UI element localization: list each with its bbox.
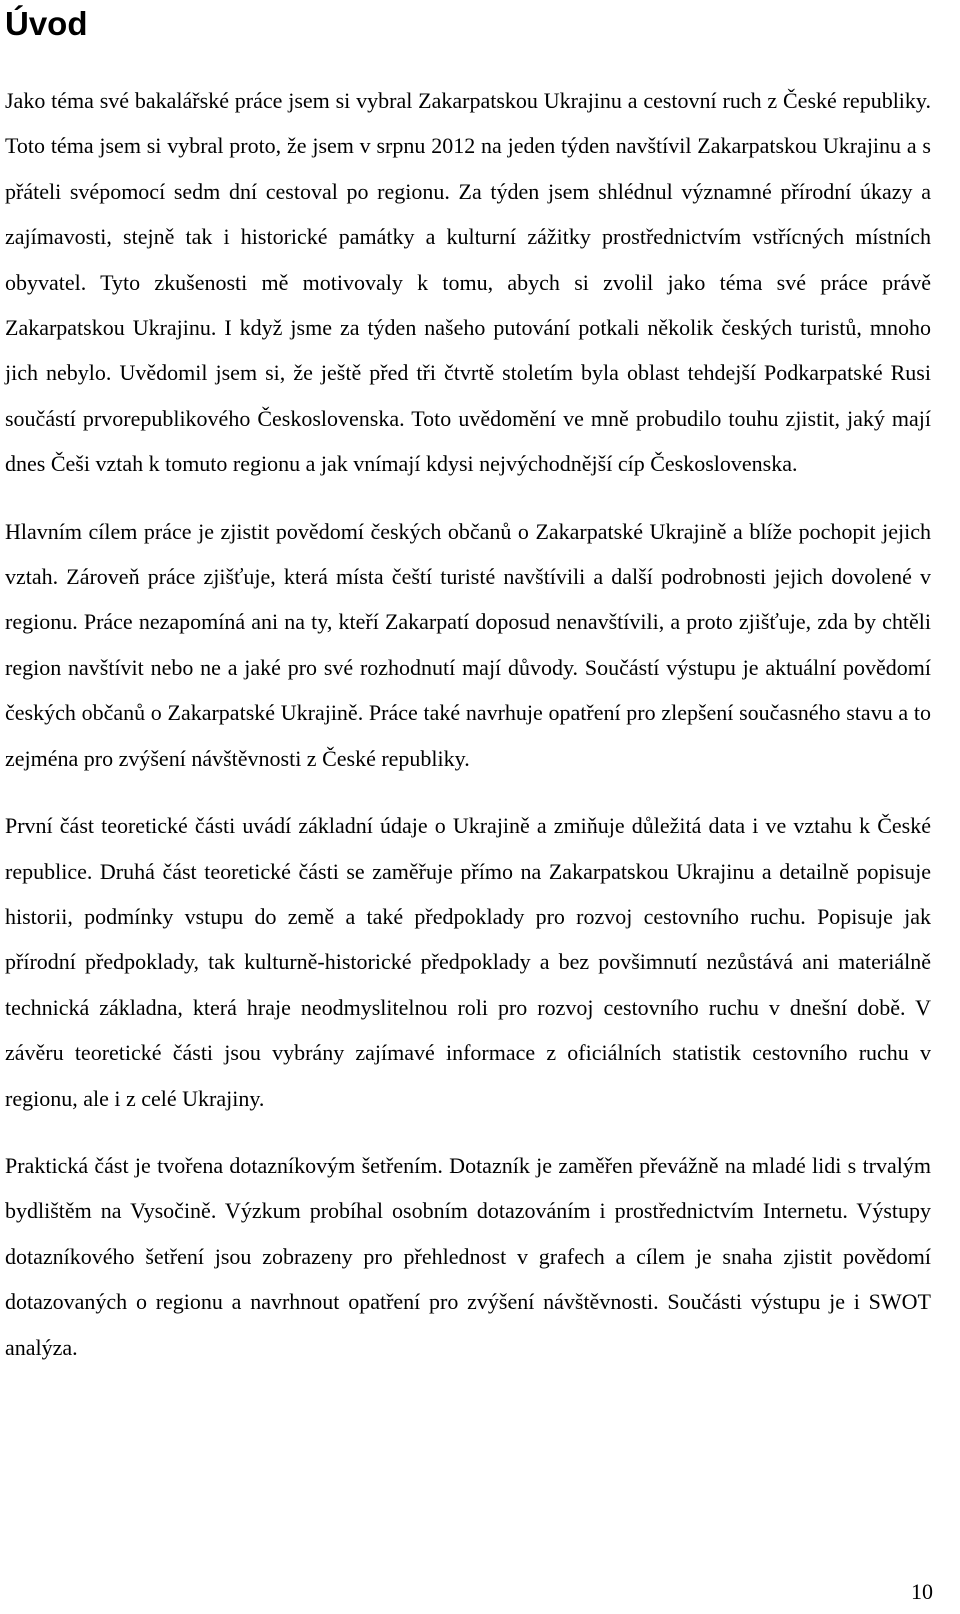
paragraph-goals: Hlavním cílem práce je zjistit povědomí českých občanů o Zakarpatské Ukrajině a blíže pochopit jejich vztah. Zároveň práce zjišťuje, která místa čeští turisté navštívili a další podrobnosti jejich dovolené v regionu. Práce nezapomíná ani na ty, kteří Zakarpatí doposud nenavštívili, a proto zjišťuje, zda by chtěli region navštívit nebo ne a jaké pro své rozhodnutí mají důvody. Součástí výstupu je aktuální povědomí českých občanů o Zakarpatské Ukrajině. Práce také navrhuje opatření pro zlepšení současného stavu a to zejména pro zvýšení návštěvnosti z České republiky. bbox=[5, 518, 931, 771]
section-heading: Úvod bbox=[5, 5, 88, 42]
document-page bbox=[5, 0, 931, 1370]
paragraph-motivation: Jako téma své bakalářské práce jsem si vybral Zakarpatskou Ukrajinu a cestovní ruch z České republiky. Toto téma jsem si vybral proto, že jsem v srpnu 2012 na jeden týden navštívil Zakarpatskou Ukrajinu a s přáteli svépomocí sedm dní cestoval po regionu. Za týden jsem shlédnul významné přírodní úkazy a zajímavosti, stejně tak i historické památky a kulturní zážitky prostřednictvím vstřícných místních obyvatel. Tyto zkušenosti mě motivovaly k tomu, abych si zvolil jako téma své práce právě Zakarpatskou Ukrajinu. I když jsme za týden našeho putování potkali několik českých turistů, mnoho jich nebylo. Uvědomil jsem si, že ještě před tři čtvrtě stoletím byla oblast tehdejší Podkarpatské Rusi součástí prvorepublikového Československa. Toto uvědomění ve mně probudilo touhu zjistit, jaký mají dnes Češi vztah k tomuto regionu a jak vnímají kdysi nejvýchodnější cíp Československa. bbox=[5, 88, 931, 477]
page-number: 10 bbox=[911, 1579, 933, 1604]
paragraph-practical-overview: Praktická část je tvořena dotazníkovým šetřením. Dotazník je zaměřen převážně na mladé lidi s trvalým bydlištěm na Vysočině. Výzkum probíhal osobním dotazováním i prostřednictvím Internetu. Výstupy dotazníkového šetření jsou zobrazeny pro přehlednost v grafech a cílem je snaha zjistit povědomí dotazovaných o regionu a navrhnout opatření pro zvýšení návštěvnosti. Součásti výstupu je i SWOT analýza. bbox=[5, 1152, 931, 1360]
paragraph-theory-overview: První část teoretické části uvádí základní údaje o Ukrajině a zmiňuje důležitá data i ve vztahu k České republice. Druhá část teoretické části se zaměřuje přímo na Zakarpatskou Ukrajinu a detailně popisuje historii, podmínky vstupu do země a také předpoklady pro rozvoj cestovního ruchu. Popisuje jak přírodní předpoklady, tak kulturně-historické předpoklady a bez povšimnutí nezůstává ani materiálně technická základna, která hraje neodmyslitelnou roli pro rozvoj cestovního ruchu v dnešní době. V závěru teoretické části jsou vybrány zajímavé informace z oficiálních statistik cestovního ruchu v regionu, ale i z celé Ukrajiny. bbox=[5, 813, 931, 1111]
